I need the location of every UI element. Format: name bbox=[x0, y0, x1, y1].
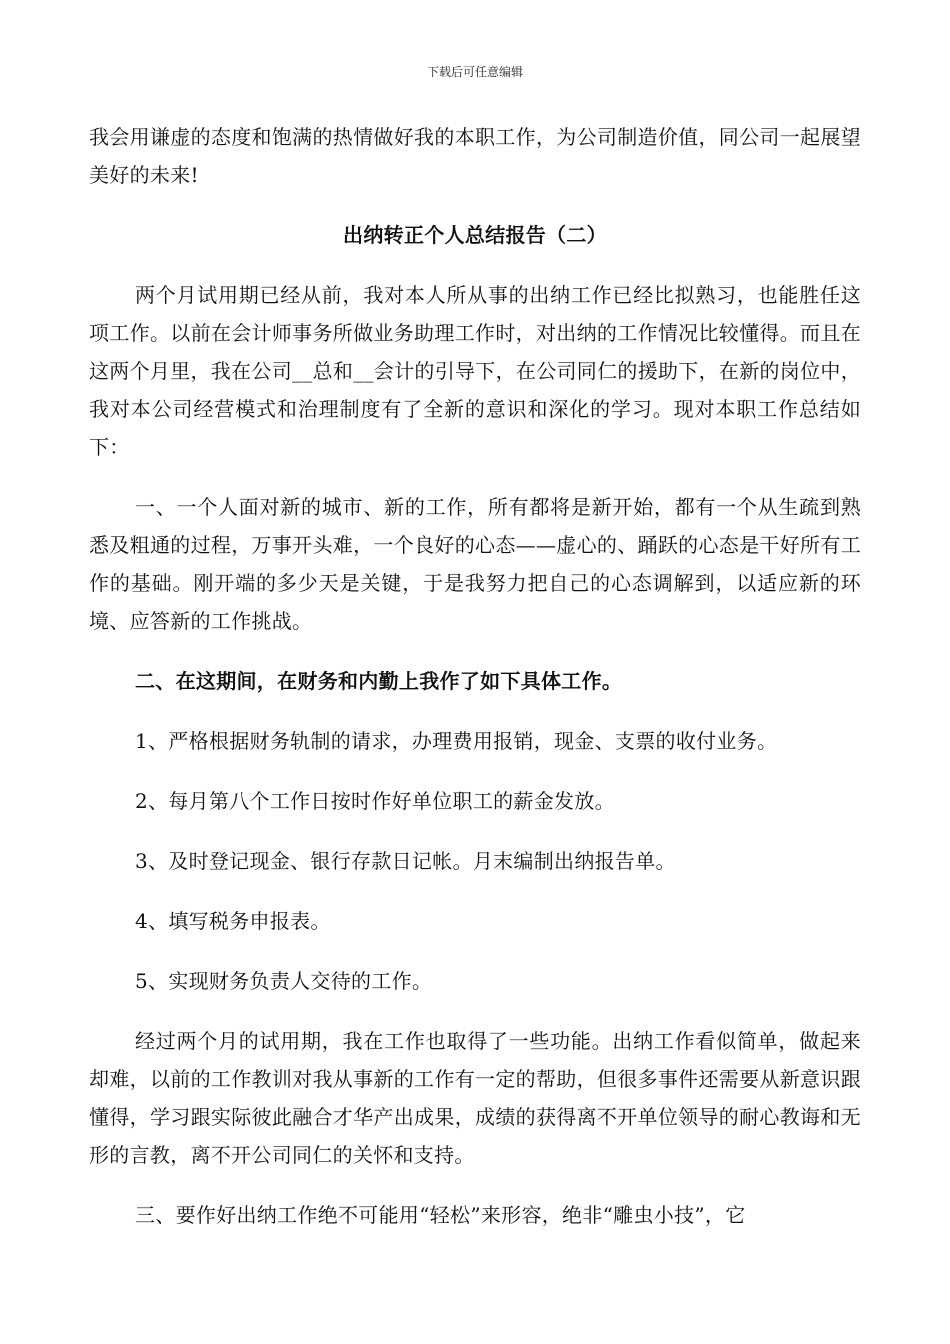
document-title: 出纳转正个人总结报告（二） bbox=[343, 223, 607, 247]
paragraph-1: 两个月试用期已经从前，我对本人所从事的出纳工作已经比拟熟习，也能胜任这项工作。以前在会计师事务所做业务助理工作时，对出纳的工作情况比较懂得。而且在这两个月里，我在公司__总和__会计的引导下，在公司同仁的援助下，在新的岗位中，我对本公司经营模式和治理制度有了全新的意识和深化的学习。现对本职工作总结如下： bbox=[89, 283, 861, 459]
section-2-heading: 二、在这期间，在财务和内勤上我作了如下具体工作。 bbox=[135, 669, 623, 693]
list-item-2: 2、每月第八个工作日按时作好单位职工的薪金发放。 bbox=[135, 789, 615, 813]
page-header: 下载后可任意编辑 bbox=[426, 65, 523, 79]
intro-paragraph: 我会用谦虚的态度和饱满的热情做好我的本职工作，为公司制造价值，同公司一起展望美好的未来! bbox=[89, 125, 861, 187]
list-item-1: 1、严格根据财务轨制的请求，办理费用报销，现金、支票的收付业务。 bbox=[135, 729, 778, 753]
document-body bbox=[89, 118, 861, 1234]
list-item-4: 4、填写税务申报表。 bbox=[135, 909, 331, 933]
paragraph-2: 一、一个人面对新的城市、新的工作，所有都将是新开始，都有一个从生疏到熟悉及粗通的过程，万事开头难，一个良好的心态——虚心的、踊跃的心态是干好所有工作的基础。刚开端的多少天是关键，于是我努力把自己的心态调解到，以适应新的环境、应答新的工作挑战。 bbox=[89, 495, 861, 633]
list-item-3: 3、及时登记现金、银行存款日记帐。月末编制出纳报告单。 bbox=[135, 849, 676, 873]
paragraph-4: 三、要作好出纳工作绝不可能用“轻松”来形容，绝非“雕虫小技”，它 bbox=[135, 1203, 746, 1227]
list-item-5: 5、实现财务负责人交待的工作。 bbox=[135, 969, 433, 993]
paragraph-3: 经过两个月的试用期，我在工作也取得了一些功能。出纳工作看似简单，做起来却难，以前的工作教训对我从事新的工作有一定的帮助，但很多事件还需要从新意识跟懂得，学习跟实际彼此融合才华产出成果，成绩的获得离不开单位领导的耐心教诲和无形的言教，离不开公司同仁的关怀和支持。 bbox=[89, 1029, 861, 1167]
